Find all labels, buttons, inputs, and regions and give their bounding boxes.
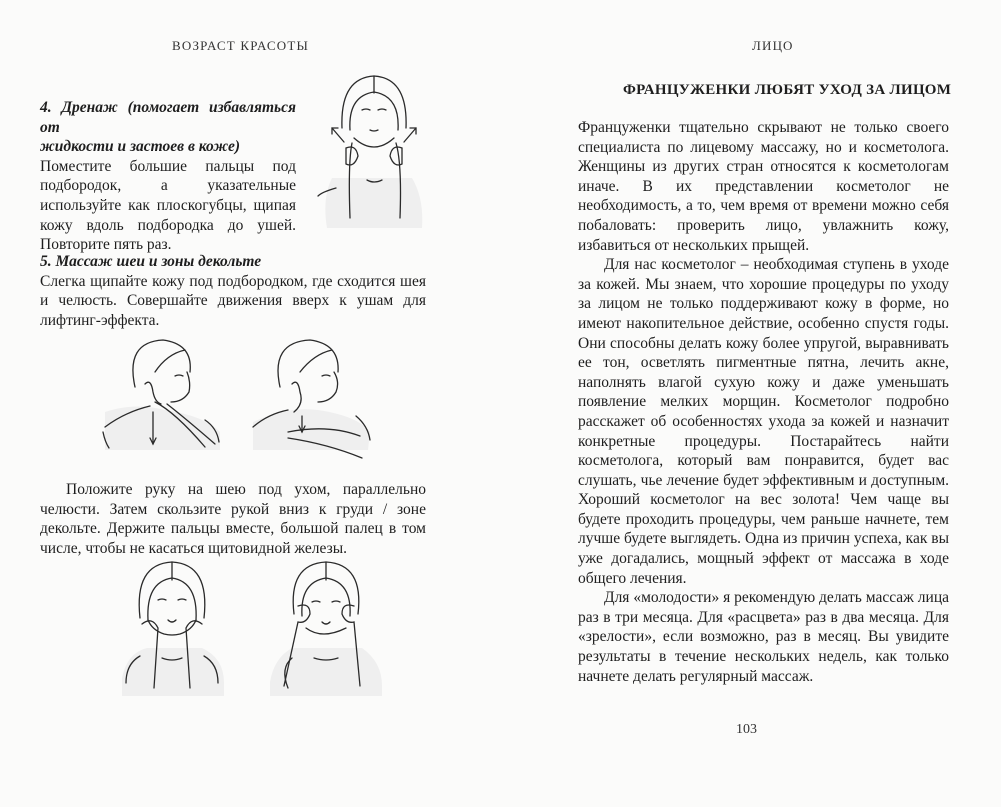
section-4-body: Поместите большие пальцы под подбородок, а указательные используйте как плоскогубцы, щипая кожу вдоль подбородка до ушей. Повторите пять раз. <box>40 157 296 254</box>
section-5 <box>40 252 426 330</box>
neck-massage-illustration-1 <box>95 332 235 452</box>
paragraph-2: Для нас косметолог – необходимая ступень в уходе за кожей. Мы знаем, что хорошие процедуры по уходу за лицом не только поддерживают кожу в форме, но имеют накопительное действие, особенно спустя годы. Они способны делать кожу более упругой, выравнивать ее тон, осветлять пигментные пятна, лечить акне, наполнять влагой сухую кожу и даже уменьшать появление мелких морщин. Косметолог подробно расскажет об особенностях ухода за кожей и назначит конкретные процедуры. Постарайтесь найти косметолога, который вам понравится, будет вас слушать, чье лечение будет эффективным и доступным. Хороший косметолог на вес золота! Чем чаще вы будете проходить процедуры, чем раньше начнете, тем лучше будете выглядеть. Одна из причин успеха, как вы уже догадались, мощный эффект от массажа в ходе общего лечения. <box>578 256 949 587</box>
right-body <box>578 118 949 686</box>
neck-paragraph-text: Положите руку на шею под ухом, параллельно челюсти. Затем скользите рукой вниз к груди / зоне декольте. Держите пальцы вместе, большой палец в том числе, чтобы не касаться щитовидной железы. <box>40 481 426 557</box>
right-page <box>500 0 1001 807</box>
chin-pinch-illustration-1 <box>112 558 232 698</box>
running-head-right: ЛИЦО <box>752 38 794 53</box>
left-page <box>0 0 500 807</box>
drainage-illustration <box>312 68 432 233</box>
paragraph-3: Для «молодости» я рекомендую делать массаж лица раз в три месяца. Для «расцвета» раз в два месяца. Для «зрелости», если возможно, раз в месяц. Вы увидите результаты в течение нескольких недель, как только начнете делать регулярный массаж. <box>578 589 949 685</box>
running-head-left: ВОЗРАСТ КРАСОТЫ <box>172 38 310 53</box>
section-4 <box>40 98 296 255</box>
section-5-body: Слегка щипайте кожу под подбородком, где сходится шея и челюсть. Совершайте движения вверх к ушам для лифтинг-эффекта. <box>40 272 426 329</box>
section-5-heading: 5. Массаж шеи и зоны декольте <box>40 253 262 270</box>
section-4-heading-line2: жидкости и застоев в коже) <box>40 138 240 156</box>
section-4-heading-line1: 4. Дренаж (помогает избавляться от <box>40 99 296 136</box>
page-number: 103 <box>736 722 757 737</box>
section-title: ФРАНЦУЖЕНКИ ЛЮБЯТ УХОД ЗА ЛИЦОМ <box>623 82 952 98</box>
neck-paragraph <box>40 480 426 558</box>
chin-pinch-illustration-2 <box>262 558 392 698</box>
paragraph-1: Француженки тщательно скрывают не только своего специалиста по лицевому массажу, но и косметолога. Женщины из других стран относятся к косметологам иначе. В их представлении косметолог не необходимость, а то, чем время от времени можно себя побаловать: проверить лицо, увлажнить кожу, избавиться от нескольких прыщей. <box>578 119 949 254</box>
neck-massage-illustration-2 <box>248 332 388 462</box>
